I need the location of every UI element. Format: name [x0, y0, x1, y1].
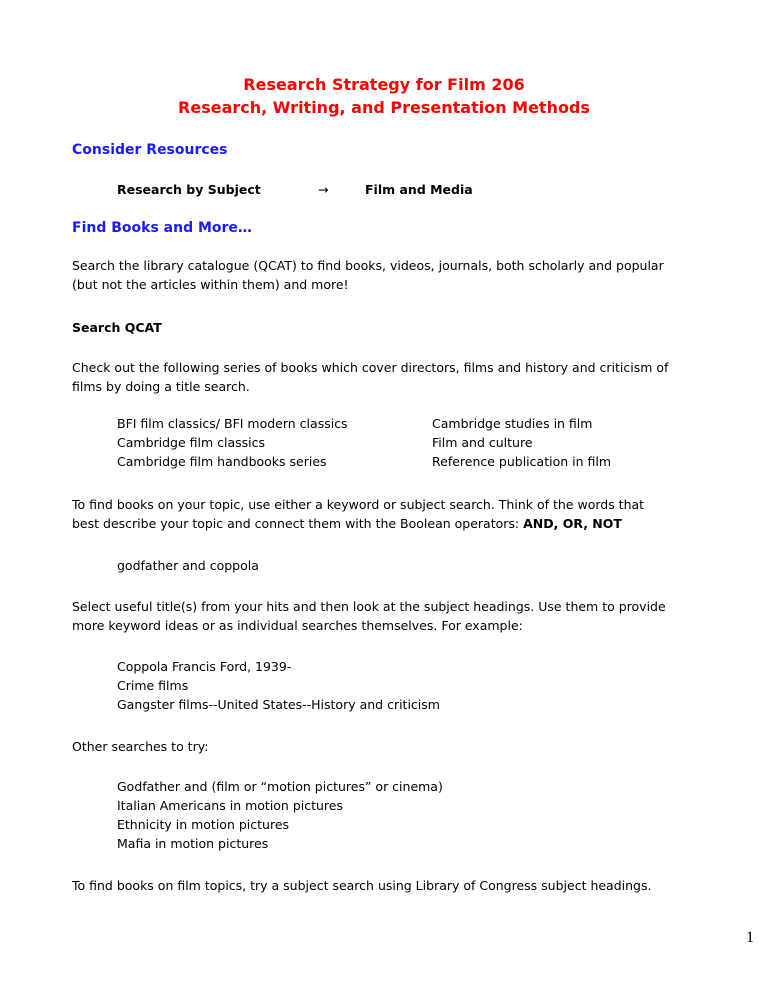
- example-search: godfather and coppola: [117, 558, 259, 573]
- series-item: Reference publication in film: [432, 454, 611, 469]
- topic-line: [72, 516, 622, 532]
- subject-heading-example: Crime films: [117, 678, 189, 693]
- series-item: BFI film classics/ BFI modern classics: [117, 416, 348, 431]
- subject-heading-example: Gangster films--United States--History and criticism: [117, 697, 440, 712]
- series-item: Cambridge film classics: [117, 435, 266, 450]
- intro-line: (but not the articles within them) and more!: [72, 277, 349, 292]
- other-search-item: Italian Americans in motion pictures: [117, 798, 344, 813]
- arrow-icon: →: [318, 182, 329, 197]
- lc-subject-text: To find books on film topics, try a subject search using Library of Congress subject headings.: [72, 878, 652, 893]
- boolean-operators: AND, OR, NOT: [523, 516, 622, 531]
- other-searches-label: Other searches to try:: [72, 739, 209, 754]
- search-qcat-label: Search QCAT: [72, 320, 162, 335]
- series-intro-line: Check out the following series of books which cover directors, films and history and criticism of: [72, 360, 669, 375]
- series-item: Cambridge film handbooks series: [117, 454, 327, 469]
- select-line: Select useful title(s) from your hits and then look at the subject headings. Use them to provide: [72, 599, 666, 614]
- other-search-item: Ethnicity in motion pictures: [117, 817, 290, 832]
- page-number: 1: [746, 929, 754, 946]
- series-item: Cambridge studies in film: [432, 416, 593, 431]
- select-line: more keyword ideas or as individual searches themselves. For example:: [72, 618, 523, 633]
- series-intro-line: films by doing a title search.: [72, 379, 250, 394]
- document-title: Research Strategy for Film 206: [243, 75, 525, 94]
- heading-consider-resources: Consider Resources: [72, 142, 228, 158]
- topic-text: best describe your topic and connect them with the Boolean operators:: [72, 516, 524, 531]
- intro-line: Search the library catalogue (QCAT) to find books, videos, journals, both scholarly and popular: [72, 258, 664, 273]
- other-search-item: Mafia in motion pictures: [117, 836, 269, 851]
- topic-line: To find books on your topic, use either a keyword or subject search. Think of the words that: [72, 497, 645, 512]
- other-search-item: Godfather and (film or “motion pictures” or cinema): [117, 779, 443, 794]
- heading-find-books: Find Books and More…: [72, 220, 252, 236]
- series-item: Film and culture: [432, 435, 533, 450]
- subject-heading-example: Coppola Francis Ford, 1939-: [117, 659, 292, 674]
- document-subtitle: Research, Writing, and Presentation Methods: [178, 98, 590, 117]
- resource-path-to: Film and Media: [365, 182, 473, 197]
- resource-path-from: Research by Subject: [117, 182, 261, 197]
